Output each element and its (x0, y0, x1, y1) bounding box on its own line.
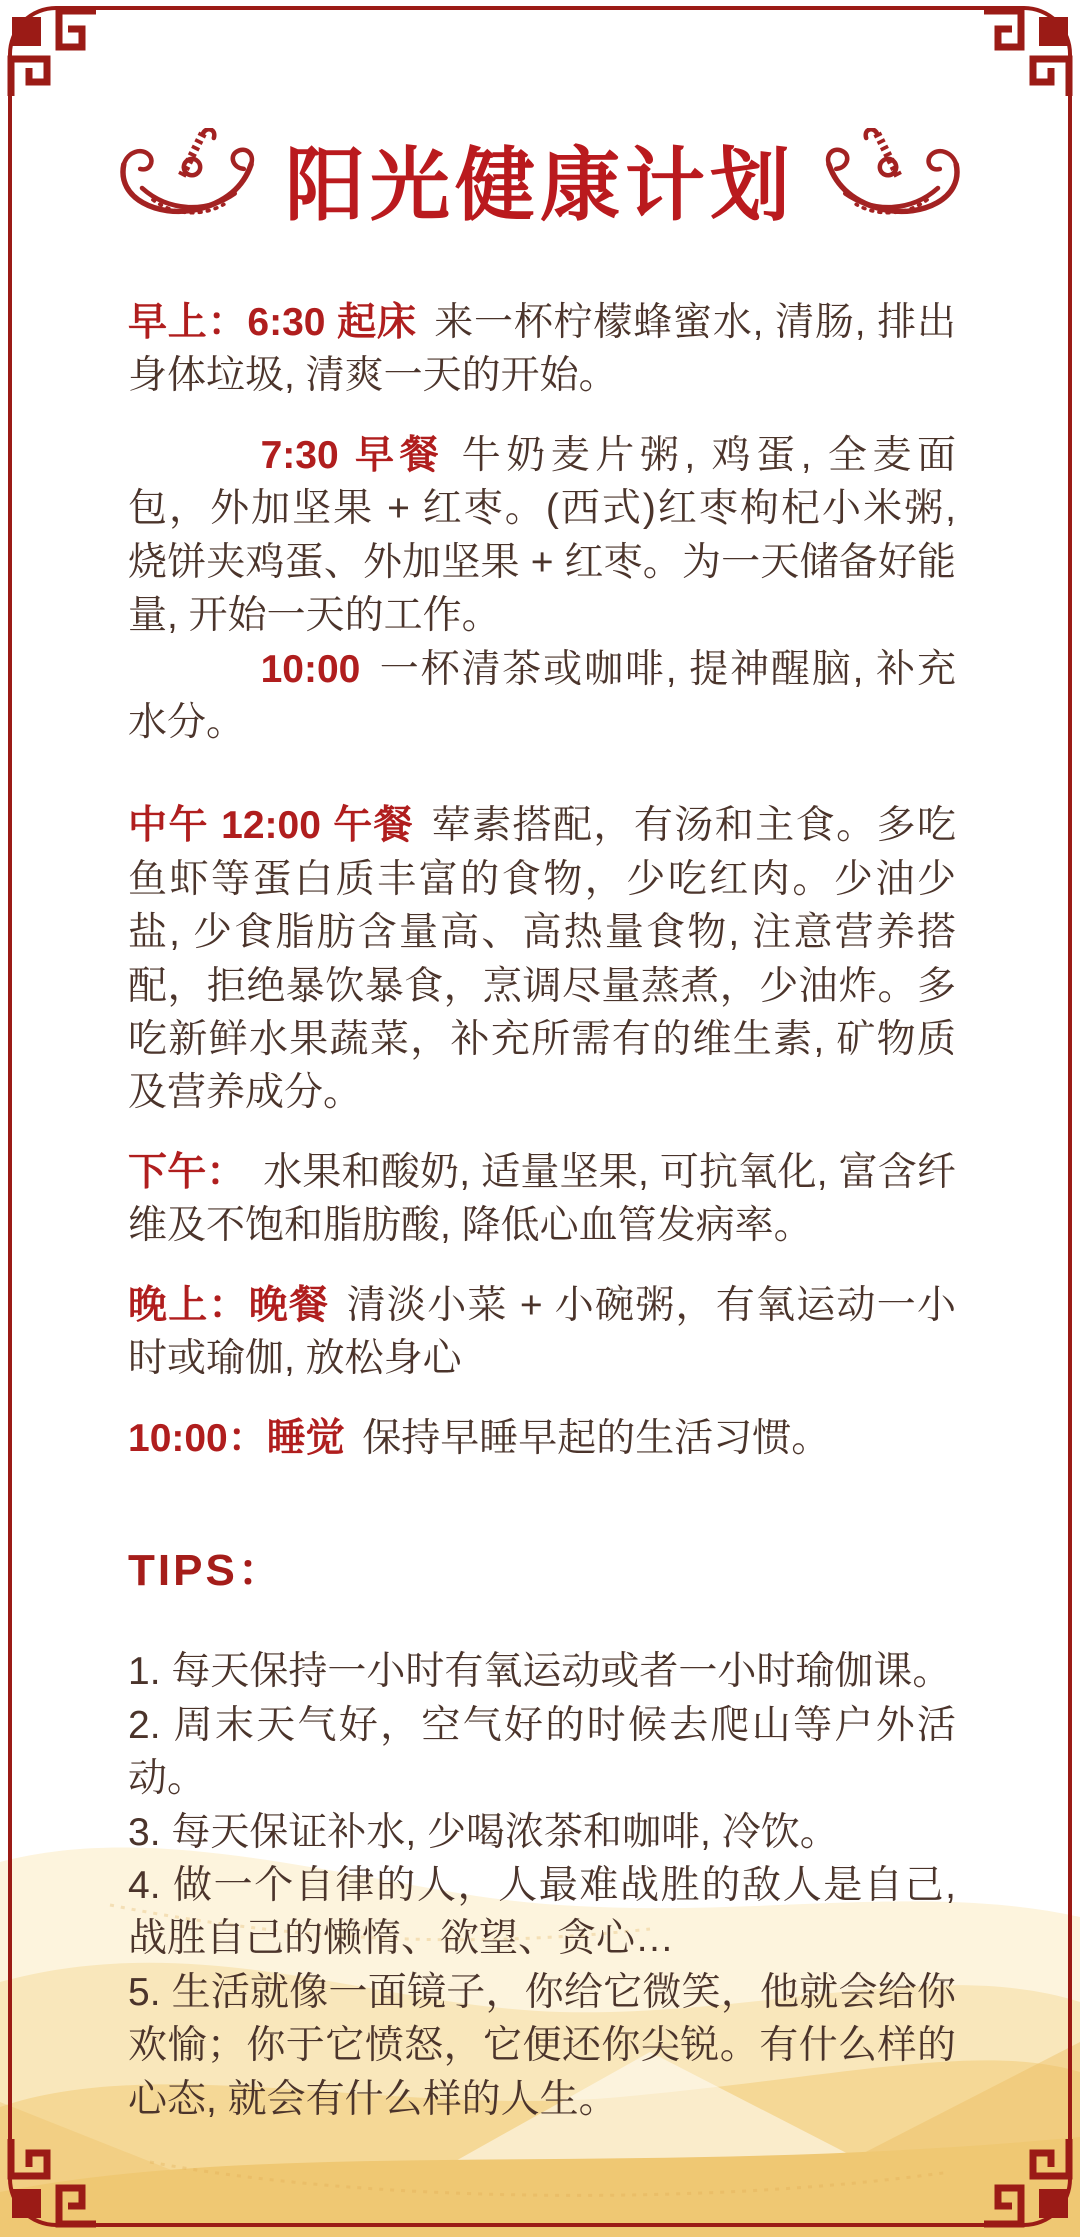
schedule-content (0, 296, 1080, 2126)
tip-item-1: 1. 每天保持一小时有氧运动或者一小时瑜伽课。 (128, 1650, 952, 1694)
section-label: 下午： (128, 1150, 246, 1194)
flourish-right-icon (809, 128, 967, 228)
section-text: 荤素搭配，有汤和主食。多吃鱼虾等蛋白质丰富的食物，少吃红肉。少油少盐, 少食脂肪含量高、高热量食物, 注意营养搭配，拒绝暴饮暴食，烹调尽量蒸煮，少油炸。多吃新鲜水果蔬菜，补充所需有的维生素, 矿物质及营养成分。 (128, 804, 956, 1115)
tip-item-2: 2. 周末天气好，空气好的时候去爬山等户外活动。 (128, 1703, 956, 1801)
section-text: 牛奶麦片粥, 鸡蛋, 全麦面包，外加坚果 + 红枣。(西式)红枣枸杞小米粥, 烧饼夹鸡蛋、外加坚果 + 红枣。为一天储备好能量, 开始一天的工作。 (128, 433, 956, 638)
section-label: 中午 12:00 午餐 (128, 804, 415, 848)
section-text: 清淡小菜 + 小碗粥，有氧运动一小时或瑜伽, 放松身心 (128, 1283, 956, 1381)
schedule-item-lunch (128, 799, 956, 1120)
section-label: 早上：6:30 起床 (128, 301, 417, 344)
schedule-item-breakfast (128, 429, 956, 643)
section-text: 来一杯柠檬蜂蜜水, 清肠, 排出身体垃圾, 清爽一天的开始。 (128, 301, 956, 398)
corner-ornament-top-left (2, 2, 102, 102)
title-row (0, 118, 1080, 238)
schedule-item-tea-break (128, 643, 956, 750)
section-text: 保持早睡早起的生活习惯。 (362, 1416, 831, 1460)
tip-item-5: 5. 生活就像一面镜子，你给它微笑，他就会给你欢愉；你于它愤怒，它便还你尖锐。有什么样的心态, 就会有什么样的人生。 (128, 1970, 956, 2121)
schedule-item-afternoon (128, 1146, 956, 1253)
schedule-item-sleep (128, 1412, 956, 1465)
tip-item-3: 3. 每天保证补水, 少喝浓茶和咖啡, 冷饮。 (128, 1810, 839, 1854)
section-text: 一杯清茶或咖啡, 提神醒脑, 补充水分。 (128, 647, 956, 744)
section-label: 10:00 (260, 647, 361, 691)
corner-ornament-bottom-left (2, 2133, 102, 2233)
corner-ornament-bottom-right (978, 2133, 1078, 2233)
section-label: 晚上：晚餐 (128, 1283, 330, 1327)
section-text: 水果和酸奶, 适量坚果, 可抗氧化, 富含纤维及不饱和脂肪酸, 降低心血管发病率。 (128, 1150, 956, 1248)
page-title: 阳光健康计划 (285, 142, 795, 231)
schedule-item-morning-wake (128, 296, 956, 403)
tip-item-4: 4. 做一个自律的人，人最难战胜的敌人是自己, 战胜自己的懒惰、欲望、贪心… (128, 1863, 956, 1961)
schedule-item-dinner (128, 1279, 956, 1386)
section-label: 7:30 早餐 (260, 433, 445, 477)
corner-ornament-top-right (978, 2, 1078, 102)
tips-heading: TIPS： (128, 1546, 285, 1596)
section-label: 10:00：睡觉 (128, 1416, 345, 1460)
flourish-left-icon (113, 128, 271, 228)
